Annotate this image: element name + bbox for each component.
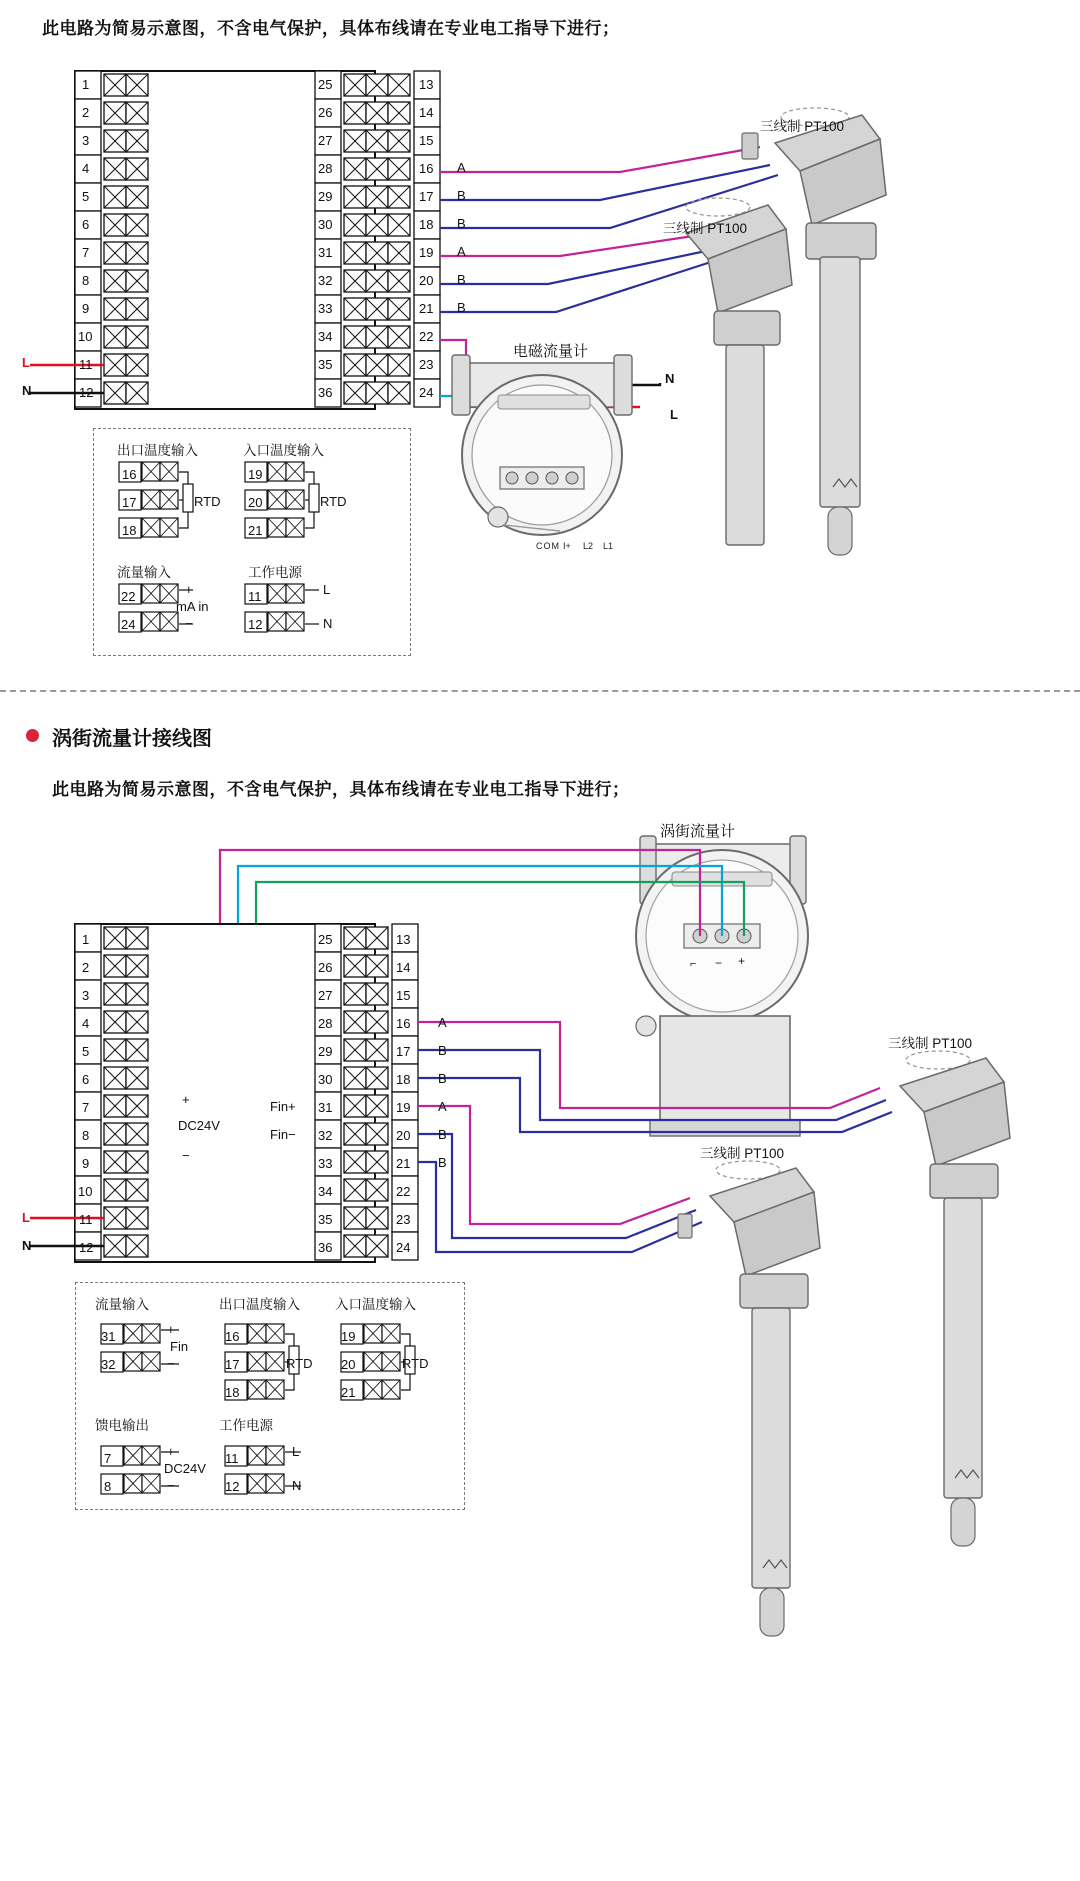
section2-bullet-icon: [26, 729, 39, 742]
s1-pt100-sensor-2: [686, 198, 792, 545]
s2-legend-out-rtd: RTD: [286, 1356, 313, 1371]
s1-device-n: N: [665, 371, 675, 386]
s1-legend-out-rtd: RTD: [194, 494, 221, 509]
s1-mid-num-29: 29: [318, 189, 333, 204]
s1-right-num-20: 20: [419, 273, 434, 288]
s2-legend-flow-t32: 32: [101, 1357, 116, 1372]
s2-legend-out-t16: 16: [225, 1329, 240, 1344]
s2-legend-feed-tag: DC24V: [164, 1461, 206, 1476]
s1-legend-power-l: L: [323, 582, 331, 597]
s2-legend-feed-title: 馈电输出: [95, 1418, 149, 1433]
s2-legend-in-t19: 19: [341, 1329, 356, 1344]
s1-left-num-7: 7: [82, 245, 90, 260]
s1-mid-num-25: 25: [318, 77, 333, 92]
s2-left-num-12: 12: [79, 1240, 94, 1255]
s2-mid-num-28: 28: [318, 1016, 333, 1031]
section2-note: 此电路为简易示意图，不含电气保护，具体布线请在专业电工指导下进行；: [52, 780, 630, 799]
section-divider: [0, 690, 1080, 692]
s1-signal-tag-b3: B: [457, 272, 466, 287]
s2-dc-label: DC24V: [178, 1118, 220, 1133]
s1-signal-tag-a1: A: [457, 160, 466, 175]
s1-device-terminal-l2: L2: [583, 541, 594, 551]
s2-sensor-label-2: 三线制 PT100: [700, 1146, 785, 1161]
s1-legend-flow-t22: 22: [121, 589, 136, 604]
s1-left-num-3: 3: [82, 133, 90, 148]
s2-mid-num-30: 30: [318, 1072, 333, 1087]
s1-legend-in-t21: 21: [248, 523, 263, 538]
s1-power-n: N: [22, 383, 32, 398]
s2-legend-feed-plus: +: [167, 1444, 175, 1459]
s2-device-terminal-1: −: [715, 956, 723, 970]
s1-mid-num-30: 30: [318, 217, 333, 232]
s1-mid-num-27: 27: [318, 133, 333, 148]
s2-mid-num-32: 32: [318, 1128, 333, 1143]
s1-device-terminal-com: COM: [536, 541, 560, 551]
s1-left-num-2: 2: [82, 105, 90, 120]
s2-right-num-17: 17: [396, 1044, 411, 1059]
s2-left-num-9: 9: [82, 1156, 90, 1171]
s2-left-num-1: 1: [82, 932, 90, 947]
s2-legend-box: [75, 1282, 465, 1510]
s2-right-num-24: 24: [396, 1240, 411, 1255]
s2-right-num-14: 14: [396, 960, 411, 975]
s2-legend-power-t11: 11: [225, 1451, 239, 1466]
s2-dc-plus: +: [182, 1092, 190, 1107]
s2-signal-tag-a1: A: [438, 1015, 447, 1030]
s1-signal-tag-b2: B: [457, 216, 466, 231]
s2-device-terminal-2: +: [738, 954, 746, 968]
s2-legend-flow-title: 流量输入: [95, 1297, 149, 1312]
s2-legend-power-t12: 12: [225, 1479, 240, 1494]
s2-mid-num-26: 26: [318, 960, 333, 975]
s1-legend-out-t16: 16: [122, 467, 137, 482]
s2-right-num-23: 23: [396, 1212, 411, 1227]
s2-right-num-21: 21: [396, 1156, 411, 1171]
s2-left-num-10: 10: [78, 1184, 93, 1199]
s2-left-num-6: 6: [82, 1072, 90, 1087]
s2-right-num-18: 18: [396, 1072, 411, 1087]
s1-right-num-17: 17: [419, 189, 434, 204]
s2-right-num-13: 13: [396, 932, 411, 947]
section1-note: 此电路为简易示意图，不含电气保护，具体布线请在专业电工指导下进行；: [42, 19, 620, 38]
s2-legend-power-l: L: [292, 1444, 300, 1459]
s2-right-num-16: 16: [396, 1016, 411, 1031]
s1-left-num-11: 11: [79, 357, 93, 372]
s1-mid-num-32: 32: [318, 273, 333, 288]
s1-device-label: 电磁流量计: [513, 343, 589, 360]
s1-device-l: L: [670, 407, 678, 422]
s1-legend-out-t17: 17: [122, 495, 137, 510]
s1-signal-tag-a2: A: [457, 244, 466, 259]
s1-right-num-18: 18: [419, 217, 434, 232]
s2-legend-flow-t31: 31: [101, 1329, 116, 1344]
s2-legend-in-t21: 21: [341, 1385, 356, 1400]
s1-left-num-10: 10: [78, 329, 93, 344]
s1-right-num-13: 13: [419, 77, 434, 92]
s2-right-num-19: 19: [396, 1100, 411, 1115]
s2-mid-num-25: 25: [318, 932, 333, 947]
s2-legend-in-temp-title: 入口温度输入: [335, 1297, 416, 1312]
s2-device-label: 涡街流量计: [660, 823, 736, 840]
s2-device-terminal-0: ⌐: [690, 958, 697, 970]
s1-legend-flow-plus: +: [185, 582, 193, 597]
s2-signal-tag-a2: A: [438, 1099, 447, 1114]
s1-legend-flow-t24: 24: [121, 617, 136, 632]
s1-left-num-12: 12: [79, 385, 94, 400]
s1-legend-power-t11: 11: [248, 589, 262, 604]
s2-mid-num-27: 27: [318, 988, 333, 1003]
s1-left-num-6: 6: [82, 217, 90, 232]
s2-legend-power-title: 工作电源: [219, 1418, 273, 1433]
s1-legend-in-t19: 19: [248, 467, 263, 482]
s1-flowmeter-graphic: [452, 355, 632, 535]
s1-signal-tag-b1: B: [457, 188, 466, 203]
s2-mid-num-29: 29: [318, 1044, 333, 1059]
s1-legend-in-rtd: RTD: [320, 494, 347, 509]
s2-left-num-5: 5: [82, 1044, 90, 1059]
s2-legend-out-t18: 18: [225, 1385, 240, 1400]
s1-legend-power-t12: 12: [248, 617, 263, 632]
s2-legend-power-n: N: [292, 1478, 302, 1493]
s1-sensor-label-2: 三线制 PT100: [663, 221, 748, 236]
s1-right-num-23: 23: [419, 357, 434, 372]
s2-power-l: L: [22, 1210, 30, 1225]
s2-left-num-2: 2: [82, 960, 90, 975]
s1-legend-in-t20: 20: [248, 495, 263, 510]
s1-legend-flow-title: 流量输入: [117, 565, 171, 580]
s2-signal-tag-b2: B: [438, 1071, 447, 1086]
s2-mid-num-31: 31: [318, 1100, 333, 1115]
s2-legend-out-temp-title: 出口温度输入: [219, 1297, 300, 1312]
s1-legend-out-t18: 18: [122, 523, 137, 538]
s1-mid-num-28: 28: [318, 161, 333, 176]
s1-left-num-5: 5: [82, 189, 90, 204]
s2-legend-feed-minus: −: [167, 1478, 175, 1493]
s2-signal-tag-b3: B: [438, 1127, 447, 1142]
s2-legend-out-t17: 17: [225, 1357, 240, 1372]
s1-legend-flow-tag: mA in: [176, 599, 209, 614]
s1-left-num-8: 8: [82, 273, 90, 288]
s1-mid-num-26: 26: [318, 105, 333, 120]
s2-signal-tag-b1: B: [438, 1043, 447, 1058]
s2-mid-num-35: 35: [318, 1212, 333, 1227]
s1-right-num-24: 24: [419, 385, 434, 400]
s2-left-num-4: 4: [82, 1016, 90, 1031]
s1-left-num-4: 4: [82, 161, 90, 176]
s1-legend-in-temp-title: 入口温度输入: [243, 443, 324, 458]
s2-pt100-sensor-2: [678, 1161, 820, 1636]
s2-left-num-8: 8: [82, 1128, 90, 1143]
s1-right-num-16: 16: [419, 161, 434, 176]
s2-mid-num-33: 33: [318, 1156, 333, 1171]
s2-legend-flow-minus: −: [167, 1356, 175, 1371]
s2-sensor-label-1: 三线制 PT100: [888, 1036, 973, 1051]
s2-pt100-sensor-1: [900, 1051, 1010, 1546]
s2-fin-plus: Fin+: [270, 1099, 296, 1114]
s2-legend-feed-t7: 7: [104, 1451, 112, 1466]
s1-right-num-19: 19: [419, 245, 434, 260]
s1-left-num-1: 1: [82, 77, 90, 92]
s2-right-num-15: 15: [396, 988, 411, 1003]
s2-power-n: N: [22, 1238, 32, 1253]
s2-signal-tag-b4: B: [438, 1155, 447, 1170]
s2-legend-feed-t8: 8: [104, 1479, 112, 1494]
s2-left-num-3: 3: [82, 988, 90, 1003]
s1-legend-out-temp-title: 出口温度输入: [117, 443, 198, 458]
s1-right-num-21: 21: [419, 301, 434, 316]
s1-mid-num-34: 34: [318, 329, 333, 344]
s1-mid-num-36: 36: [318, 385, 333, 400]
s1-device-terminal-i: I+: [563, 541, 571, 551]
s1-sensor-label-1: 三线制 PT100: [760, 119, 845, 134]
s2-fin-minus: Fin−: [270, 1127, 296, 1142]
s2-legend-in-t20: 20: [341, 1357, 356, 1372]
s1-mid-num-33: 33: [318, 301, 333, 316]
s1-power-l: L: [22, 355, 30, 370]
s1-right-num-15: 15: [419, 133, 434, 148]
s2-left-num-7: 7: [82, 1100, 90, 1115]
section2-title: 涡街流量计接线图: [52, 728, 212, 750]
s2-left-num-11: 11: [79, 1212, 93, 1227]
s1-mid-num-35: 35: [318, 357, 333, 372]
s2-mid-num-36: 36: [318, 1240, 333, 1255]
s2-legend-flow-plus: +: [167, 1322, 175, 1337]
s2-legend-in-rtd: RTD: [402, 1356, 429, 1371]
s2-dc-minus: −: [182, 1148, 190, 1163]
s1-left-num-9: 9: [82, 301, 90, 316]
s1-legend-power-title: 工作电源: [248, 565, 302, 580]
s1-mid-num-31: 31: [318, 245, 333, 260]
s1-signal-tag-b4: B: [457, 300, 466, 315]
s1-right-num-22: 22: [419, 329, 434, 344]
s2-right-num-22: 22: [396, 1184, 411, 1199]
s1-right-num-14: 14: [419, 105, 434, 120]
s1-legend-power-n: N: [323, 616, 333, 631]
s1-device-terminal-l1: L1: [603, 541, 614, 551]
s2-legend-flow-tag: Fin: [170, 1339, 189, 1354]
s2-right-num-20: 20: [396, 1128, 411, 1143]
s2-mid-num-34: 34: [318, 1184, 333, 1199]
s1-legend-flow-minus: −: [185, 616, 193, 631]
